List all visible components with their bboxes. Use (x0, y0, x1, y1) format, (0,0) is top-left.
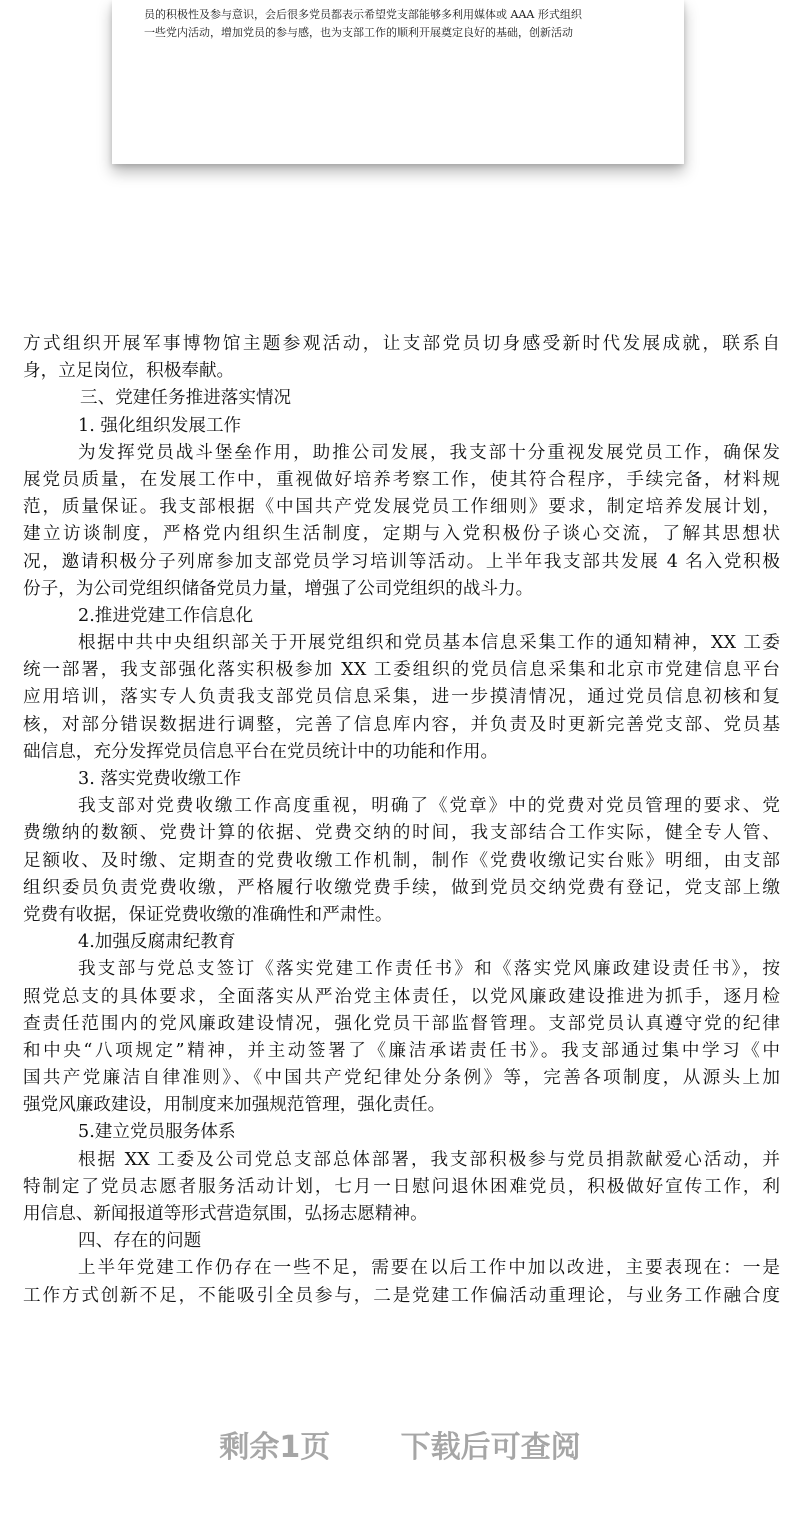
paragraph-line: 我支部与党总支签订《落实党建工作责任书》和《落实党风廉政建设责任书》，按 (78, 959, 780, 980)
paragraph-line: 根据中共中央组织部关于开展党组织和党员基本信息采集工作的通知精神，XX 工委 (78, 633, 780, 654)
document-body (23, 331, 780, 1310)
paragraph-line: 强党风廉政建设，用制度来加强规范管理，强化责任。 (23, 1095, 446, 1116)
paragraph-line: 查责任范围内的党风廉政建设情况，强化党员干部监督管理。支部党员认真遵守党的纪律 (23, 1013, 780, 1034)
remaining-pages-label[interactable]: 剩余1页 (219, 1430, 331, 1465)
previous-page-preview (112, 0, 684, 164)
preview-line: 一些党内活动，增加党员的参与感，也为支部工作的顺利开展奠定良好的基础，创新活动 (144, 26, 573, 39)
paragraph-line: 为发挥党员战斗堡垒作用，助推公司发展，我支部十分重视发展党员工作，确保发 (78, 442, 780, 463)
paragraph-line: 足额收、及时缴、定期查的党费收缴工作机制，制作《党费收缴记实台账》明细，由支部 (23, 850, 780, 871)
paragraph-line: 工作方式创新不足，不能吸引全员参与，二是党建工作偏活动重理论，与业务工作融合度 (23, 1285, 780, 1306)
paragraph-line: 特制定了党员志愿者服务活动计划，七月一日慰问退休困难党员，积极做好宣传工作，利 (23, 1176, 780, 1197)
paragraph-line: 核，对部分错误数据进行调整，完善了信息库内容，并负责及时更新完善党支部、党员基 (23, 714, 780, 735)
section-heading: 四、存在的问题 (78, 1231, 202, 1252)
paragraph-line: 和中央“八项规定”精神，并主动签署了《廉洁承诺责任书》。我支部通过集中学习《中 (23, 1040, 780, 1061)
paragraph-line: 费缴纳的数额、党费计算的依据、党费交纳的时间，我支部结合工作实际，健全专人管、 (23, 823, 780, 844)
paragraph-line: 统一部署，我支部强化落实积极参加 XX 工委组织的党员信息采集和北京市党建信息平台 (23, 660, 780, 681)
paragraph-line: 份子，为公司党组织储备党员力量，增强了公司党组织的战斗力。 (23, 578, 534, 599)
download-to-view-label[interactable]: 下载后可查阅 (400, 1430, 581, 1465)
subsection-heading: 4.加强反腐肃纪教育 (78, 932, 236, 953)
paragraph-line: 应用培训，落实专人负责我支部党员信息采集，进一步摸清情况，通过党员信息初核和复 (23, 687, 780, 708)
subsection-heading: 3. 落实党费收缴工作 (78, 769, 242, 789)
subsection-heading: 2.推进党建工作信息化 (78, 605, 254, 626)
paragraph-line: 方式组织开展军事博物馆主题参观活动，让支部党员切身感受新时代发展成就，联系自 (23, 334, 780, 354)
download-prompt[interactable] (0, 1418, 800, 1478)
subsection-heading: 5.建立党员服务体系 (78, 1122, 236, 1143)
paragraph-line: 照党总支的具体要求，全面落实从严治党主体责任，以党风廉政建设推进为抓手，逐月检 (23, 986, 780, 1007)
previous-page-text (132, 6, 664, 42)
paragraph-line: 根据 XX 工委及公司党总支部总体部署，我支部积极参与党员捐款献爱心活动，并 (78, 1149, 780, 1170)
section-heading: 三、党建任务推进落实情况 (80, 388, 292, 409)
paragraph-line: 况，邀请积极分子列席参加支部党员学习培训等活动。上半年我支部共发展 4 名入党积极 (23, 551, 780, 572)
paragraph-line: 建立访谈制度，严格党内组织生活制度，定期与入党积极份子谈心交流，了解其思想状 (23, 524, 780, 545)
subsection-heading: 1. 强化组织发展工作 (78, 415, 242, 436)
paragraph-line: 范，质量保证。我支部根据《中国共产党发展党员工作细则》要求，制定培养发展计划， (23, 497, 780, 518)
paragraph-line: 身，立足岗位，积极奉献。 (23, 361, 235, 382)
preview-line: 员的积极性及参与意识，会后很多党员都表示希望党支部能够多利用媒体或 AAA 形式组织 (144, 8, 582, 21)
paragraph-line: 我支部对党费收缴工作高度重视，明确了《党章》中的党费对党员管理的要求、党 (78, 796, 780, 817)
paragraph-line: 组织委员负责党费收缴，严格履行收缴党费手续，做到党员交纳党费有登记，党支部上缴 (23, 877, 780, 898)
paragraph-line: 党费有收据，保证党费收缴的准确性和严肃性。 (23, 904, 393, 925)
paragraph-line: 上半年党建工作仍存在一些不足，需要在以后工作中加以改进，主要表现在：一是 (78, 1258, 780, 1279)
paragraph-line: 展党员质量，在发展工作中，重视做好培养考察工作，使其符合程序，手续完备，材料规 (23, 469, 780, 490)
paragraph-line: 础信息，充分发挥党员信息平台在党员统计中的功能和作用。 (23, 741, 499, 762)
paragraph-line: 用信息、新闻报道等形式营造氛围，弘扬志愿精神。 (23, 1204, 428, 1224)
paragraph-line: 国共产党廉洁自律准则》、《中国共产党纪律处分条例》等，完善各项制度，从源头上加 (23, 1068, 780, 1089)
